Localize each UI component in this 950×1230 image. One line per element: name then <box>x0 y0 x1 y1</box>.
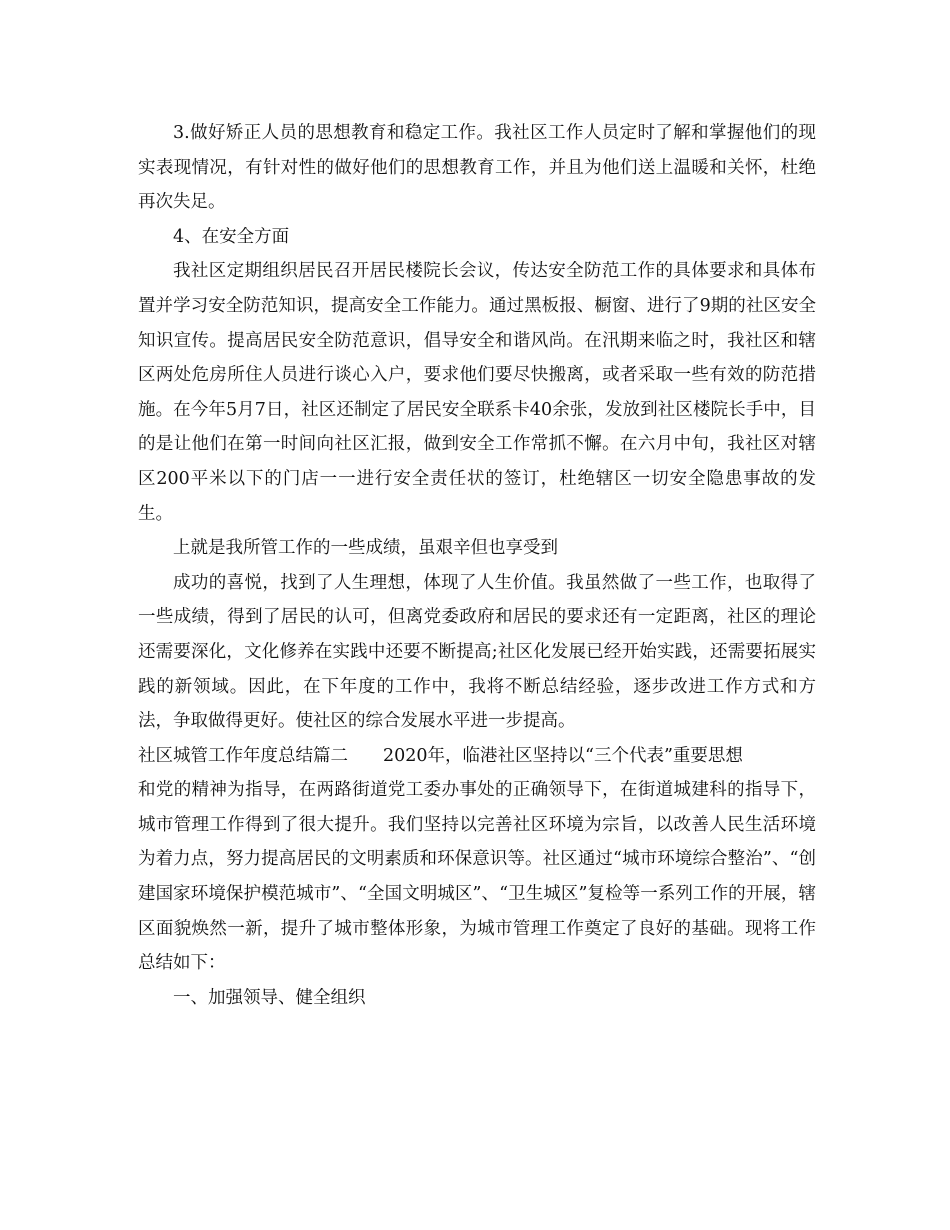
heading-leadership: 一、加强领导、健全组织 <box>173 987 366 1008</box>
heading-safety: 4、在安全方面 <box>173 226 290 247</box>
paragraph-safety-work: 我社区定期组织居民召开居民楼院长会议，传达安全防范工作的具体要求和具体布置并学习安全防范知识，提高安全工作能力。通过黑板报、橱窗、进行了9期的社区安全知识宣传。提高居民安全防范意识，倡导安全和谐风尚。在汛期来临之时，我社区和辖区两处危房所住人员进行谈心入户，要求他们要尽快搬离，或者采取一些有效的防范措施。在今年5月7日，社区还制定了居民安全联系卡40余张，发放到社区楼院长手中，目的是让他们在第一时间向社区汇报，做到安全工作常抓不懈。在六月中旬，我社区对辖区200平米以下的门店一一进行安全责任状的签订，杜绝辖区一切安全隐患事故的发生。 <box>138 261 816 524</box>
document-page <box>138 116 816 1015</box>
paragraph-summary-start: 上就是我所管工作的一些成绩，虽艰辛但也享受到 <box>173 538 558 559</box>
paragraph-correction-staff: 3.做好矫正人员的思想教育和稳定工作。我社区工作人员定时了解和掌握他们的现实表现情况，有针对性的做好他们的思想教育工作，并且为他们送上温暖和关怀，杜绝再次失足。 <box>138 123 816 213</box>
section-title-part-two: 社区城管工作年度总结篇二 2020年，临港社区坚持以“三个代表”重要思想 <box>138 745 743 766</box>
paragraph-summary-continued: 成功的喜悦，找到了人生理想，体现了人生价值。我虽然做了一些工作，也取得了一些成绩，得到了居民的认可，但离党委政府和居民的要求还有一定距离，社区的理论还需要深化，文化修养在实践中还要不断提高;社区化发展已经开始实践，还需要拓展实践的新领域。因此，在下年度的工作中，我将不断总结经验，逐步改进工作方式和方法，争取做得更好。使社区的综合发展水平进一步提高。 <box>138 572 816 732</box>
paragraph-city-management: 和党的精神为指导，在两路街道党工委办事处的正确领导下，在街道城建科的指导下，城市管理工作得到了很大提升。我们坚持以完善社区环境为宗旨，以改善人民生活环境为着力点，努力提高居民的文明素质和环保意识等。社区通过“城市环境综合整治”、“创建国家环境保护模范城市”、“全国文明城区”、“卫生城区”复检等一系列工作的开展，辖区面貌焕然一新，提升了城市整体形象，为城市管理工作奠定了良好的基础。现将工作总结如下： <box>138 780 816 974</box>
